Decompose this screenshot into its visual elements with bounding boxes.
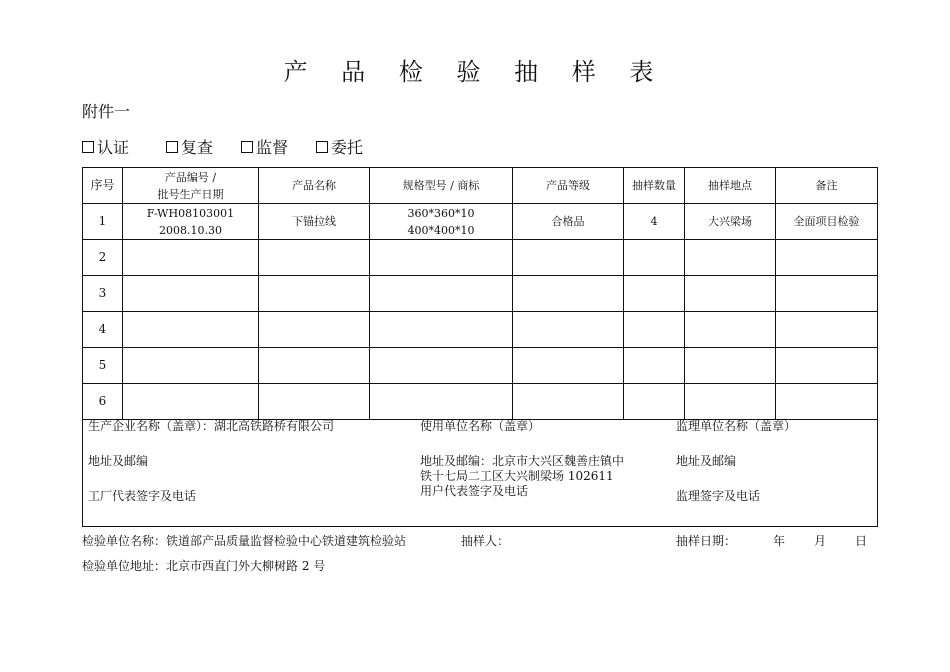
checkbox-label: 复查 [181, 138, 214, 157]
table-row [83, 276, 878, 312]
cell-product-no[interactable] [123, 204, 259, 240]
header-name: 产品名称 [259, 168, 370, 204]
cell-product-no[interactable] [123, 276, 259, 312]
supervisor-address: 地址及邮编 [676, 454, 737, 468]
table-header-row [83, 168, 878, 204]
cell-place[interactable]: 大兴梁场 [685, 204, 776, 240]
user-signature: 用户代表签字及电话 [420, 484, 529, 498]
cell-qty[interactable] [624, 240, 685, 276]
page-title: 产 品 检 验 抽 样 表 [283, 58, 667, 86]
cell-spec[interactable] [370, 240, 513, 276]
table-row [83, 312, 878, 348]
cell-name[interactable] [259, 348, 370, 384]
cell-place[interactable] [685, 240, 776, 276]
cell-note[interactable]: 全面项目检验 [776, 204, 878, 240]
header-grade: 产品等级 [513, 168, 624, 204]
cell-product-no[interactable] [123, 384, 259, 420]
cell-seq: 4 [83, 312, 123, 348]
checkbox-supervision[interactable] [241, 135, 288, 158]
cell-spec[interactable] [370, 204, 513, 240]
cell-spec[interactable] [370, 348, 513, 384]
checkbox-label: 认证 [97, 138, 130, 157]
inspect-address: 检验单位地址：北京市西直门外大柳树路 2 号 [82, 559, 326, 573]
cell-qty[interactable]: 4 [624, 204, 685, 240]
checkbox-square-icon[interactable] [82, 141, 94, 153]
cell-qty[interactable] [624, 276, 685, 312]
cell-seq: 2 [83, 240, 123, 276]
cell-note[interactable] [776, 384, 878, 420]
header-product-no-line2: 批号生产日期 [157, 187, 224, 201]
producer-name: 生产企业名称（盖章）：湖北高铁路桥有限公司 [88, 419, 335, 433]
cell-qty[interactable] [624, 348, 685, 384]
cell-name[interactable] [259, 276, 370, 312]
table-row [83, 204, 878, 240]
header-spec: 规格型号 / 商标 [370, 168, 513, 204]
header-product-no [123, 168, 259, 204]
day-label: 日 [855, 534, 868, 548]
producer-info [88, 419, 334, 504]
cell-grade[interactable] [513, 312, 624, 348]
cell-place[interactable] [685, 384, 776, 420]
cell-seq: 1 [83, 204, 123, 240]
producer-signature: 工厂代表签字及电话 [88, 489, 197, 503]
cell-qty[interactable] [624, 312, 685, 348]
cell-spec[interactable] [370, 384, 513, 420]
sample-date-label: 抽样日期： [676, 534, 737, 548]
checkbox-square-icon[interactable] [241, 141, 253, 153]
cell-product-no[interactable] [123, 348, 259, 384]
table-row [83, 348, 878, 384]
cell-spec[interactable] [370, 276, 513, 312]
inspection-type-checkboxes [82, 135, 383, 158]
checkbox-certification[interactable] [82, 135, 129, 158]
sampler-label: 抽样人： [461, 534, 510, 548]
user-name: 使用单位名称（盖章） [420, 419, 541, 433]
inspect-unit: 检验单位名称：铁道部产品质量监督检验中心铁道建筑检验站 [82, 534, 407, 548]
supervisor-name: 监理单位名称（盖章） [676, 419, 797, 433]
user-address-line1: 地址及邮编：北京市大兴区魏善庄镇中 [420, 454, 625, 468]
cell-note[interactable] [776, 276, 878, 312]
cell-spec-line1: 360*360*10 [407, 206, 475, 220]
cell-product-no-line1: F-WH08103001 [146, 206, 235, 220]
cell-grade[interactable] [513, 348, 624, 384]
cell-place[interactable] [685, 276, 776, 312]
cell-product-date: 2008.10.30 [159, 223, 222, 237]
user-info [420, 419, 624, 499]
cell-seq: 6 [83, 384, 123, 420]
header-seq: 序号 [83, 168, 123, 204]
checkbox-square-icon[interactable] [166, 141, 178, 153]
checkbox-commission[interactable] [316, 135, 363, 158]
cell-note[interactable] [776, 240, 878, 276]
checkbox-square-icon[interactable] [316, 141, 328, 153]
producer-address: 地址及邮编 [88, 454, 149, 468]
checkbox-recheck[interactable] [166, 135, 213, 158]
year-label: 年 [773, 534, 786, 548]
header-note: 备注 [776, 168, 878, 204]
supervisor-signature: 监理签字及电话 [676, 489, 761, 503]
month-label: 月 [814, 534, 827, 548]
cell-name[interactable]: 下锚拉线 [259, 204, 370, 240]
cell-name[interactable] [259, 312, 370, 348]
cell-spec-line2: 400*400*10 [407, 223, 475, 237]
cell-grade[interactable]: 合格品 [513, 204, 624, 240]
cell-seq: 3 [83, 276, 123, 312]
cell-grade[interactable] [513, 240, 624, 276]
cell-place[interactable] [685, 312, 776, 348]
cell-qty[interactable] [624, 384, 685, 420]
user-address-line2: 铁十七局二工区大兴制梁场 102611 [420, 469, 614, 483]
cell-grade[interactable] [513, 384, 624, 420]
header-product-no-line1: 产品编号 / [164, 170, 217, 184]
cell-grade[interactable] [513, 276, 624, 312]
cell-seq: 5 [83, 348, 123, 384]
cell-spec[interactable] [370, 312, 513, 348]
header-place: 抽样地点 [685, 168, 776, 204]
annex-label: 附件一 [82, 102, 131, 121]
table-row [83, 384, 878, 420]
cell-place[interactable] [685, 348, 776, 384]
cell-product-no[interactable] [123, 240, 259, 276]
cell-note[interactable] [776, 348, 878, 384]
checkbox-label: 监督 [256, 138, 289, 157]
header-qty: 抽样数量 [624, 168, 685, 204]
cell-note[interactable] [776, 312, 878, 348]
cell-name[interactable] [259, 240, 370, 276]
supervisor-info [676, 419, 796, 504]
cell-name[interactable] [259, 384, 370, 420]
cell-product-no[interactable] [123, 312, 259, 348]
checkbox-label: 委托 [331, 138, 364, 157]
table-row [83, 240, 878, 276]
